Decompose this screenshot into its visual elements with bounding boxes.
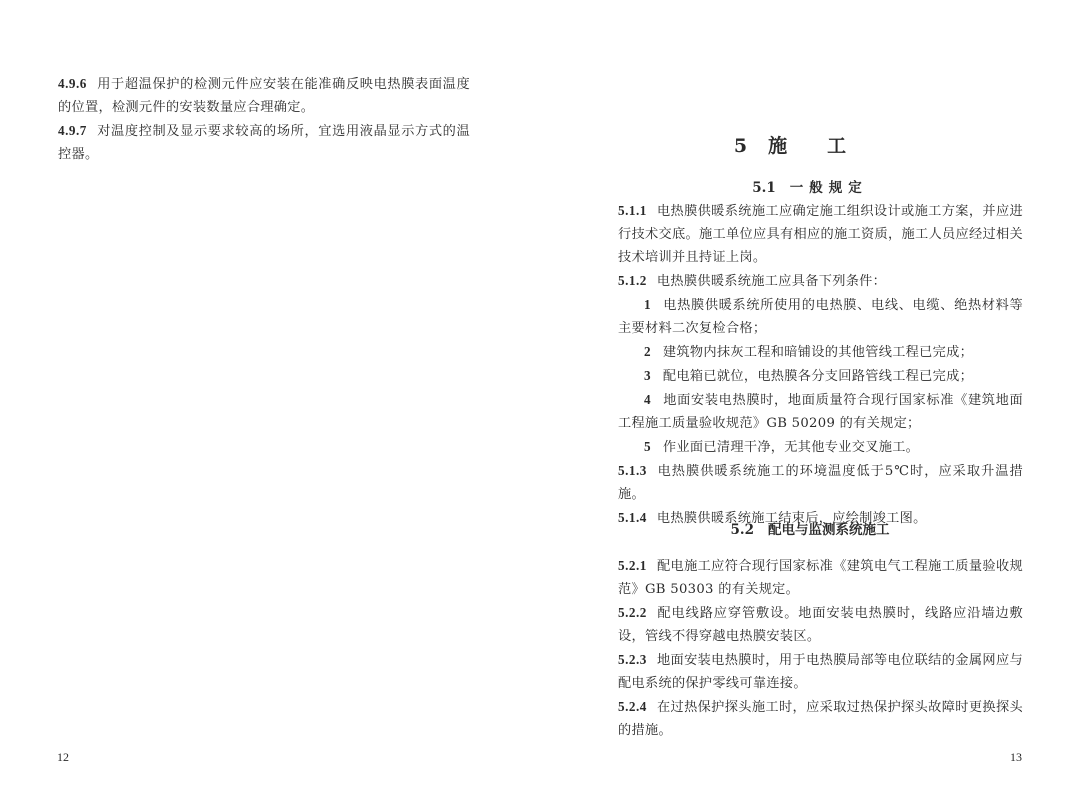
item-text: 配电箱已就位，电热膜各分支回路管线工程已完成； bbox=[662, 369, 974, 384]
list-item bbox=[618, 435, 1023, 459]
clause-number: 5.2.3 bbox=[618, 652, 647, 667]
section-number: 5.2 bbox=[730, 522, 754, 538]
clause-text: 配电施工应符合现行国家标准《建筑电气工程施工质量验收规范》GB 50303 的有关规定。 bbox=[618, 559, 1023, 597]
section-number: 5.1 bbox=[752, 180, 776, 196]
item-text: 建筑物内抹灰工程和暗铺设的其他管线工程已完成； bbox=[662, 345, 974, 360]
section-heading: 配电与监测系统施工 bbox=[768, 522, 890, 538]
item-number: 3 bbox=[644, 368, 651, 383]
item-number: 2 bbox=[644, 344, 651, 359]
list-item bbox=[618, 340, 1023, 364]
clause-5-2-4 bbox=[618, 695, 1023, 742]
item-number: 5 bbox=[644, 439, 651, 454]
clause-number: 5.1.3 bbox=[618, 463, 647, 478]
section-5-2-body bbox=[618, 554, 1023, 742]
clause-number: 5.2.2 bbox=[618, 605, 647, 620]
clause-text: 地面安装电热膜时，用于电热膜局部等电位联结的金属网应与配电系统的保护零线可靠连接。 bbox=[618, 653, 1023, 691]
clause-5-2-2 bbox=[618, 601, 1023, 648]
clause-number: 5.1.4 bbox=[618, 510, 647, 525]
page-number-left: 12 bbox=[57, 750, 69, 764]
item-text: 电热膜供暖系统所使用的电热膜、电线、电缆、绝热材料等主要材料二次复检合格； bbox=[618, 298, 1023, 336]
clause-5-2-1 bbox=[618, 554, 1023, 601]
clause-number: 5.2.4 bbox=[618, 699, 647, 714]
clause-number: 5.2.1 bbox=[618, 558, 647, 573]
clause-text: 电热膜供暖系统施工的环境温度低于5℃时，应采取升温措施。 bbox=[618, 464, 1023, 502]
clause-text: 电热膜供暖系统施工应具备下列条件： bbox=[656, 274, 887, 289]
chapter-heading: 施工 bbox=[768, 135, 887, 157]
page-number-right: 13 bbox=[1010, 750, 1022, 764]
clause-5-1-3 bbox=[618, 459, 1023, 506]
clause-text: 对温度控制及显示要求较高的场所，宜选用液晶显示方式的温控器。 bbox=[58, 124, 470, 162]
item-number: 1 bbox=[644, 297, 651, 312]
clause-text: 在过热保护探头施工时，应采取过热保护探头故障时更换探头的措施。 bbox=[618, 700, 1023, 738]
clause-number: 4.9.6 bbox=[58, 76, 87, 91]
clause-4-9-7 bbox=[58, 119, 470, 166]
chapter-title bbox=[540, 131, 1080, 158]
clause-number: 5.1.1 bbox=[618, 203, 647, 218]
clause-text: 电热膜供暖系统施工结束后，应绘制竣工图。 bbox=[656, 511, 927, 526]
item-number: 4 bbox=[644, 392, 651, 407]
section-5-1-body bbox=[618, 199, 1023, 530]
clause-5-2-3 bbox=[618, 648, 1023, 695]
section-heading: 一般规定 bbox=[789, 180, 868, 196]
list-item bbox=[618, 388, 1023, 435]
list-item bbox=[618, 293, 1023, 340]
clause-5-1-1 bbox=[618, 199, 1023, 269]
clause-number: 4.9.7 bbox=[58, 123, 87, 138]
list-item bbox=[618, 364, 1023, 388]
item-text: 作业面已清理干净，无其他专业交叉施工。 bbox=[662, 440, 920, 455]
clause-text: 电热膜供暖系统施工应确定施工组织设计或施工方案，并应进行技术交底。施工单位应具有相应的施工资质，施工人员应经过相关技术培训并且持证上岗。 bbox=[618, 204, 1023, 265]
right-page bbox=[540, 0, 1080, 786]
clause-number: 5.1.2 bbox=[618, 273, 647, 288]
left-text-block bbox=[58, 72, 470, 166]
clause-text: 配电线路应穿管敷设。地面安装电热膜时，线路应沿墙边敷设，管线不得穿越电热膜安装区。 bbox=[618, 606, 1023, 644]
item-text: 地面安装电热膜时，地面质量符合现行国家标准《建筑地面工程施工质量验收规范》GB 50209 的有关规定； bbox=[618, 393, 1023, 431]
chapter-number: 5 bbox=[733, 135, 749, 157]
clause-5-1-2 bbox=[618, 269, 1023, 293]
clause-4-9-6 bbox=[58, 72, 470, 119]
clause-text: 用于超温保护的检测元件应安装在能准确反映电热膜表面温度的位置，检测元件的安装数量应合理确定。 bbox=[58, 77, 470, 115]
section-title-5-2 bbox=[540, 518, 1080, 538]
section-title-5-1 bbox=[540, 176, 1080, 196]
